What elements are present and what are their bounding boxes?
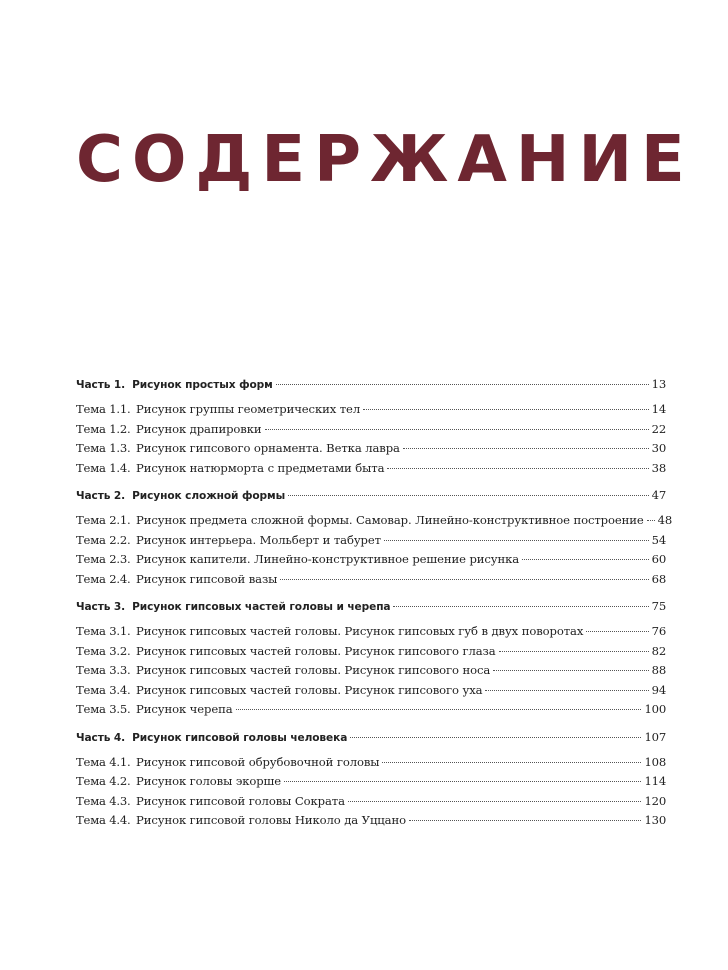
part-title: Рисунок гипсовой головы человека [132, 731, 348, 744]
topic-number: Тема 4.3. [76, 793, 131, 808]
topic-number: Тема 2.4. [76, 571, 131, 586]
topic-title: Рисунок черепа [136, 702, 233, 716]
dot-leader [265, 429, 649, 430]
dot-leader [493, 670, 648, 671]
page-number: 130 [644, 813, 666, 827]
page-number: 100 [644, 702, 666, 716]
toc-topic-entry[interactable] [76, 700, 666, 720]
toc-part-entry[interactable] [76, 486, 666, 505]
dot-leader [485, 690, 648, 691]
topic-title: Рисунок гипсовой головы Николо да Уццано [136, 813, 406, 827]
topic-title: Рисунок гипсовой вазы [136, 571, 278, 586]
dot-leader [350, 737, 641, 738]
page-number: 47 [651, 488, 666, 502]
dot-leader [280, 579, 648, 580]
dot-leader [276, 384, 649, 385]
dot-leader [348, 801, 642, 802]
page-number: 68 [651, 571, 666, 586]
topic-title: Рисунок драпировки [136, 421, 262, 436]
toc-part-entry[interactable] [76, 597, 666, 616]
page-number: 75 [651, 599, 666, 613]
toc-topic-entry[interactable] [76, 511, 673, 531]
dot-leader [284, 781, 641, 782]
part-title: Рисунок сложной формы [132, 490, 286, 502]
dot-leader [384, 540, 649, 541]
toc-topic-entry[interactable] [76, 570, 666, 590]
page-number: 107 [644, 729, 666, 744]
page-number: 94 [651, 682, 666, 697]
dot-leader [387, 468, 648, 469]
part-number: Часть 1. [76, 379, 126, 391]
toc-topic-entry[interactable] [76, 792, 666, 812]
toc-topic-entry[interactable] [76, 439, 666, 459]
topic-number: Тема 3.4. [76, 682, 131, 697]
toc-part-entry[interactable] [76, 375, 666, 394]
dot-leader [409, 820, 641, 821]
dot-leader [403, 448, 649, 449]
toc-topic-entry[interactable] [76, 753, 666, 773]
toc-topic-entry[interactable] [76, 459, 666, 479]
topic-number: Тема 1.4. [76, 460, 131, 475]
toc-topic-entry[interactable] [76, 681, 666, 701]
topic-title: Рисунок натюрморта с предметами быта [136, 460, 385, 475]
dot-leader [288, 495, 649, 496]
toc-topic-entry[interactable] [76, 531, 666, 551]
page-number: 22 [651, 421, 666, 436]
topic-title: Рисунок гипсового орнамента. Ветка лавра [136, 441, 400, 455]
dot-leader [522, 559, 649, 560]
topic-title: Рисунок гипсовых частей головы. Рисунок гипсового носа [136, 663, 491, 677]
page-number: 88 [651, 663, 666, 677]
part-title: Рисунок гипсовых частей головы и черепа [132, 601, 391, 613]
topic-number: Тема 2.2. [76, 532, 131, 547]
page-number: 60 [651, 552, 666, 566]
toc-topic-entry[interactable] [76, 811, 666, 831]
topic-number: Тема 4.4. [76, 813, 131, 827]
topic-number: Тема 2.3. [76, 552, 131, 566]
part-number: Часть 3. [76, 601, 126, 613]
topic-number: Тема 3.2. [76, 643, 131, 658]
dot-leader [499, 651, 649, 652]
toc-part-entry[interactable] [76, 728, 666, 747]
toc-topic-entry[interactable] [76, 400, 666, 420]
topic-title: Рисунок гипсовых частей головы. Рисунок гипсовых губ в двух поворотах [136, 624, 584, 638]
toc-part [76, 375, 666, 478]
part-title: Рисунок простых форм [132, 379, 273, 391]
page-number: 76 [651, 624, 666, 638]
topic-title: Рисунок гипсовых частей головы. Рисунок гипсового уха [136, 682, 483, 697]
topic-title: Рисунок группы геометрических тел [136, 402, 361, 416]
page-number: 108 [644, 754, 666, 769]
part-number: Часть 4. [76, 731, 126, 744]
toc-topic-entry[interactable] [76, 642, 666, 662]
topic-number: Тема 4.1. [76, 754, 131, 769]
page-number: 48 [657, 513, 673, 527]
table-of-contents [76, 375, 673, 839]
page-number: 38 [651, 460, 666, 475]
toc-part [76, 728, 666, 831]
topic-number: Тема 1.2. [76, 421, 131, 436]
topic-title: Рисунок интерьера. Мольберт и табурет [136, 532, 381, 547]
page-number: 120 [644, 793, 666, 808]
dot-leader [393, 606, 648, 607]
topic-number: Тема 2.1. [76, 513, 131, 527]
toc-topic-entry[interactable] [76, 622, 666, 642]
topic-title: Рисунок предмета сложной формы. Самовар. Линейно-конструктивное построение [136, 513, 644, 527]
dot-leader [363, 409, 649, 410]
page-title: СОДЕРЖАНИЕ [76, 123, 694, 197]
dot-leader [236, 709, 642, 710]
page-number: 13 [651, 377, 666, 391]
page-number: 30 [651, 441, 666, 455]
topic-title: Рисунок гипсовой обрубовочной головы [136, 754, 380, 769]
page-number: 54 [651, 532, 666, 547]
topic-title: Рисунок капители. Линейно-конструктивное решение рисунка [136, 552, 520, 566]
toc-topic-entry[interactable] [76, 420, 666, 440]
toc-topic-entry[interactable] [76, 550, 666, 570]
dot-leader [647, 520, 655, 521]
toc-part [76, 486, 673, 589]
topic-title: Рисунок головы экорше [136, 774, 282, 788]
topic-number: Тема 1.3. [76, 441, 131, 455]
topic-number: Тема 1.1. [76, 402, 131, 416]
dot-leader [382, 762, 641, 763]
topic-number: Тема 4.2. [76, 774, 131, 788]
toc-part [76, 597, 666, 720]
toc-topic-entry[interactable] [76, 772, 666, 792]
toc-topic-entry[interactable] [76, 661, 666, 681]
topic-title: Рисунок гипсовой головы Сократа [136, 793, 345, 808]
page-number: 14 [651, 402, 666, 416]
part-number: Часть 2. [76, 490, 126, 502]
page-number: 114 [644, 774, 666, 788]
page-number: 82 [651, 643, 666, 658]
topic-number: Тема 3.5. [76, 702, 131, 716]
topic-number: Тема 3.1. [76, 624, 131, 638]
dot-leader [586, 631, 648, 632]
topic-title: Рисунок гипсовых частей головы. Рисунок гипсового глаза [136, 643, 496, 658]
topic-number: Тема 3.3. [76, 663, 131, 677]
